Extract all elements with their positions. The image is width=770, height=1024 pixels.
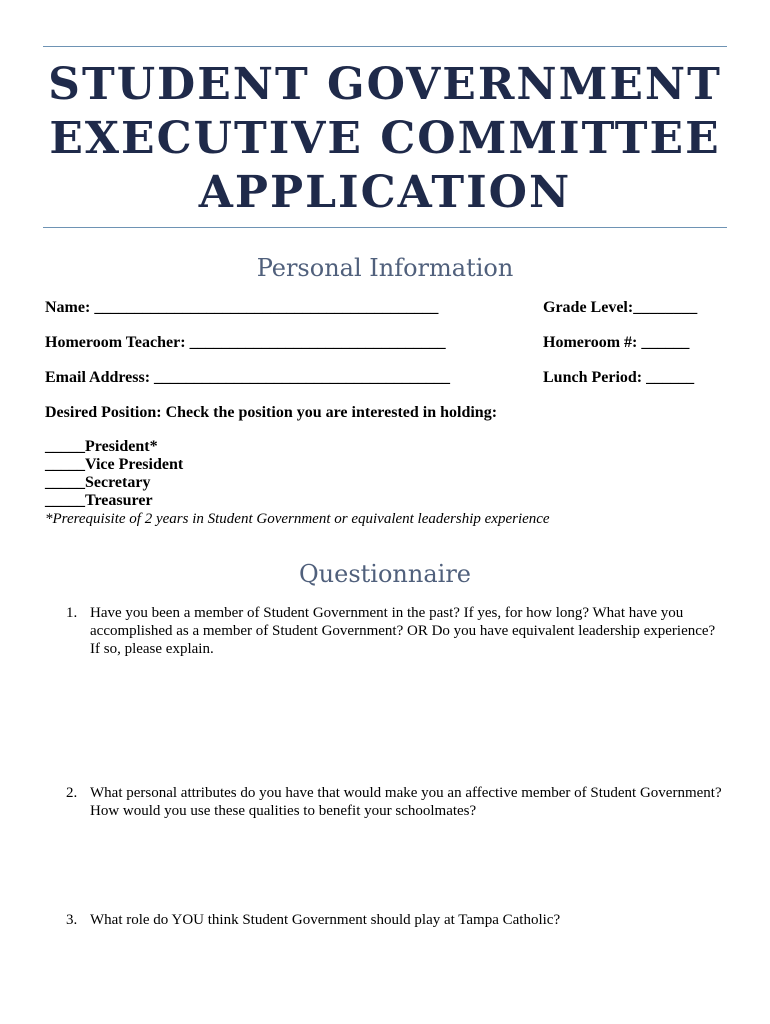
homeroom-number-field[interactable]: Homeroom #: ______ [543,334,690,351]
question-item [66,784,726,820]
title-line-1: STUDENT GOVERNMENT [48,59,722,110]
homeroom-teacher-field[interactable]: Homeroom Teacher: ________________________________ [45,334,446,351]
page-title [43,58,727,220]
position-checklist [45,438,183,510]
question-text: What personal attributes do you have that would make you an affective member of Student Government? How would you use these qualities to benefit your schoolmates? [90,785,722,819]
question-number: 3. [66,912,78,928]
position-vice-president[interactable]: _____Vice President [45,456,184,473]
lunch-period-field[interactable]: Lunch Period: ______ [543,369,695,386]
email-address-field[interactable]: Email Address: _____________________________________ [45,369,451,386]
question-number: 2. [66,785,78,801]
title-line-2: EXECUTIVE COMMITTEE [49,113,721,164]
grade-level-field[interactable]: Grade Level:________ [543,299,698,316]
question-number: 1. [66,605,78,621]
top-divider [43,46,727,47]
questionnaire-heading: Questionnaire [299,560,471,588]
prerequisite-note: *Prerequisite of 2 years in Student Government or equivalent leadership experience [45,511,550,527]
title-divider [43,227,727,228]
question-text: Have you been a member of Student Government in the past? If yes, for how long? What have you accomplished as a member of Student Government? OR Do you have equivalent leadership experience? If so, please explain. [90,605,716,657]
question-item [66,911,726,929]
desired-position-label: Desired Position: Check the position you are interested in holding: [45,404,498,421]
name-field[interactable]: Name: ___________________________________________ [45,299,439,316]
question-item [66,604,726,658]
title-line-3: APPLICATION [198,167,572,218]
question-text: What role do YOU think Student Government should play at Tampa Catholic? [90,912,561,928]
personal-information-heading: Personal Information [256,254,514,282]
position-treasurer[interactable]: _____Treasurer [45,492,153,509]
position-president[interactable]: _____President* [45,438,158,455]
position-secretary[interactable]: _____Secretary [45,474,151,491]
